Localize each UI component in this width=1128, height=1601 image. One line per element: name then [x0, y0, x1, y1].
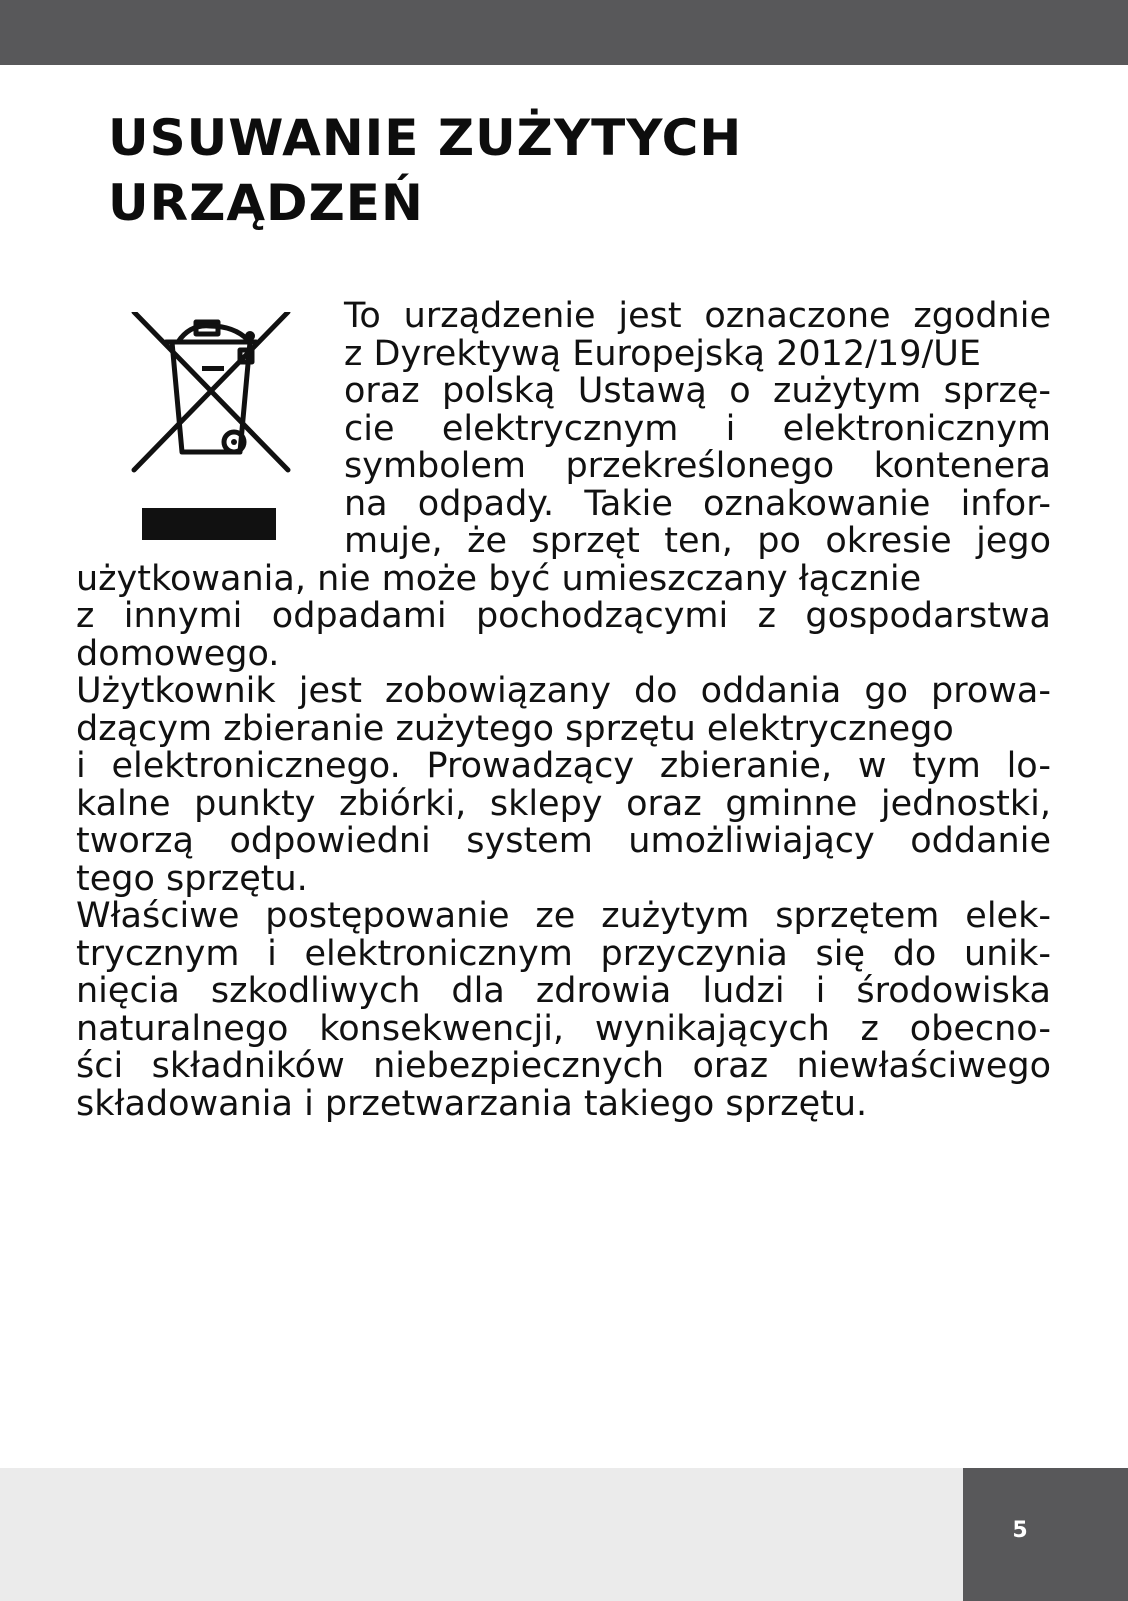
text-line: składowania i przetwarzania takiego sprzętu.	[76, 1083, 868, 1124]
footer-bar	[0, 1468, 963, 1601]
text-line: Właściwe postępowanie ze zużytym sprzętem elek-	[76, 896, 1051, 936]
text-line: cie elektrycznym i elektronicznym	[344, 408, 1051, 449]
text-line: ści składników niebezpiecznych oraz niewłaściwego	[76, 1046, 1051, 1086]
text-line: z innymi odpadami pochodzącymi z gospodarstwa	[76, 596, 1051, 636]
text-line: oraz polską Ustawą o zużytym sprzę-	[344, 371, 1051, 411]
text-line: nięcia szkodliwych dla zdrowia ludzi i środowiska	[76, 971, 1051, 1011]
page-number-box	[963, 1468, 1128, 1601]
text-line: kalne punkty zbiórki, sklepy oraz gminne jednostki,	[76, 783, 1051, 824]
text-line: tworzą odpowiedni system umożliwiający oddanie	[76, 821, 1051, 861]
disposal-paragraph	[76, 298, 1051, 1123]
text-line: tego sprzętu.	[76, 858, 308, 899]
page-number: 5	[1012, 1518, 1028, 1543]
text-line: trycznym i elektronicznym przyczynia się do unik-	[76, 933, 1051, 974]
text-line: użytkowania, nie może być umieszczany łącznie	[76, 558, 922, 599]
text-line: muje, że sprzęt ten, po okresie jego	[344, 521, 1051, 561]
page-title	[108, 106, 742, 236]
text-line: i elektronicznego. Prowadzący zbieranie, w tym lo-	[76, 746, 1051, 786]
text-line: Użytkownik jest zobowiązany do oddania go prowa-	[76, 671, 1051, 711]
text-line: symbolem przekreślonego kontenera	[344, 446, 1051, 486]
text-line: na odpady. Takie oznakowanie infor-	[344, 483, 1051, 524]
text-line: naturalnego konsekwencji, wynikających z obecno-	[76, 1008, 1051, 1049]
header-bar	[0, 0, 1128, 65]
page-title-line-2: URZĄDZEŃ	[108, 174, 424, 232]
page-title-line-1: USUWANIE ZUŻYTYCH	[108, 109, 743, 167]
text-line: z Dyrektywą Europejską 2012/19/UE	[344, 333, 982, 374]
text-line: To urządzenie jest oznaczone zgodnie	[344, 296, 1051, 336]
text-line: domowego.	[76, 633, 280, 674]
text-line: dzącym zbieranie zużytego sprzętu elektrycznego	[76, 708, 954, 749]
